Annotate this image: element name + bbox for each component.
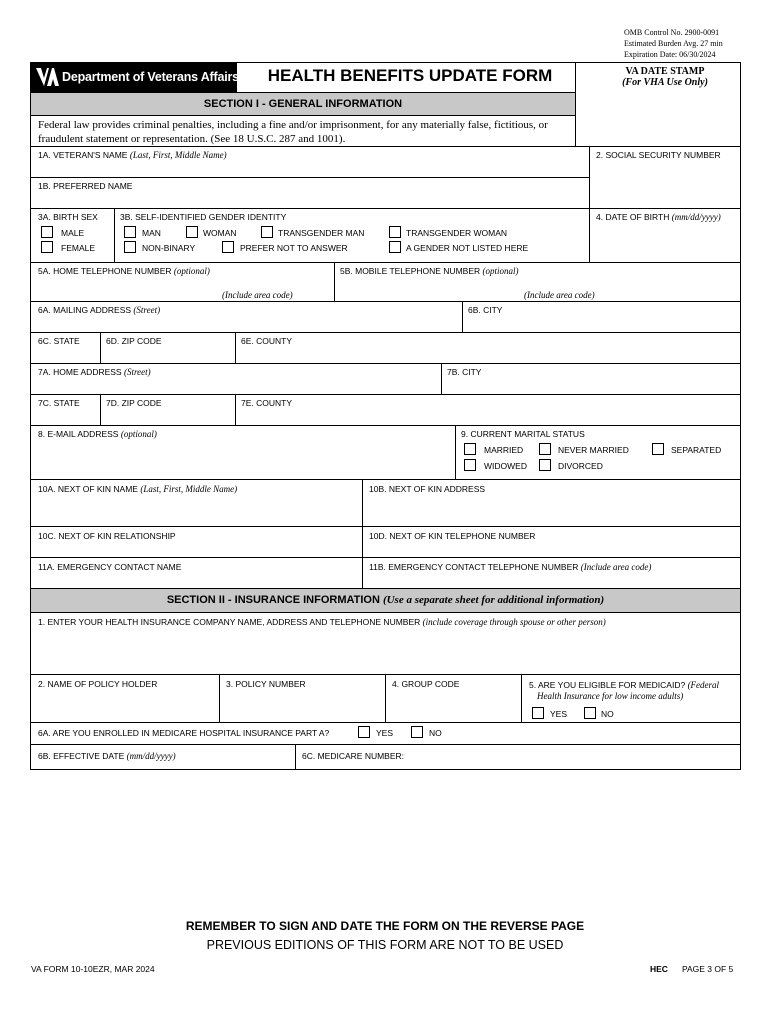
preferred-name-field[interactable] — [36, 191, 586, 207]
home-address-label: 7A. HOME ADDRESS (Street) — [38, 367, 151, 377]
home-phone-area-code-hint: (Include area code) — [222, 290, 293, 300]
preferred-name-label: 1B. PREFERRED NAME — [38, 181, 133, 191]
effective-date-label: 6B. EFFECTIVE DATE (mm/dd/yyyy) — [38, 751, 176, 761]
section2-title: SECTION II - INSURANCE INFORMATION (Use a separate sheet for additional information) — [31, 589, 740, 612]
omb-info — [624, 27, 723, 60]
ssn-label: 2. SOCIAL SECURITY NUMBER — [596, 150, 721, 160]
home-city-label: 7B. CITY — [447, 367, 482, 377]
form-id: VA FORM 10-10EZR, MAR 2024 — [31, 964, 155, 974]
widowed-label: WIDOWED — [484, 461, 527, 471]
veteran-name-label: 1A. VETERAN'S NAME (Last, First, Middle Name) — [38, 150, 227, 160]
next-of-kin-phone-label: 10D. NEXT OF KIN TELEPHONE NUMBER — [369, 531, 536, 541]
stamp-subtitle: (For VHA Use Only) — [622, 77, 708, 88]
medicaid-label: 5. ARE YOU ELIGIBLE FOR MEDICAID? (Federal — [529, 680, 720, 690]
gender-not-listed-label: A GENDER NOT LISTED HERE — [406, 243, 529, 253]
prefer-not-to-answer-label: PREFER NOT TO ANSWER — [240, 243, 348, 253]
medicare-yes-checkbox[interactable] — [358, 726, 370, 738]
date-of-birth-field[interactable] — [594, 222, 738, 260]
never-married-label: NEVER MARRIED — [558, 445, 629, 455]
mailing-zip-label: 6D. ZIP CODE — [106, 336, 162, 346]
medicaid-yes-label: YES — [550, 709, 568, 719]
emergency-contact-name-label: 11A. EMERGENCY CONTACT NAME — [38, 562, 182, 572]
mobile-phone-label: 5B. MOBILE TELEPHONE NUMBER (optional) — [340, 266, 519, 276]
medicaid-sublabel: Health Insurance for low income adults) — [537, 691, 684, 701]
ssn-field[interactable] — [594, 160, 738, 206]
hec-label: HEC — [650, 964, 668, 974]
va-seal-icon — [35, 66, 59, 88]
medicare-no-label: NO — [429, 728, 442, 738]
transgender-man-checkbox[interactable] — [261, 226, 273, 238]
policy-number-label: 3. POLICY NUMBER — [226, 679, 306, 689]
mailing-county-label: 6E. COUNTY — [241, 336, 293, 346]
date-of-birth-label: 4. DATE OF BIRTH (mm/dd/yyyy) — [596, 212, 721, 222]
page-number: PAGE 3 OF 5 — [681, 964, 734, 974]
medicare-no-checkbox[interactable] — [411, 726, 423, 738]
mailing-address-label: 6A. MAILING ADDRESS (Street) — [38, 305, 161, 315]
next-of-kin-relationship-label: 10C. NEXT OF KIN RELATIONSHIP — [38, 531, 176, 541]
male-checkbox[interactable] — [41, 226, 53, 238]
female-checkbox[interactable] — [41, 241, 53, 253]
man-checkbox[interactable] — [124, 226, 136, 238]
stamp-title: VA DATE STAMP — [625, 66, 705, 77]
veteran-name-field[interactable] — [36, 160, 586, 176]
mailing-address-field[interactable] — [36, 315, 458, 331]
transgender-woman-label: TRANSGENDER WOMAN — [406, 228, 508, 238]
omb-expiration: Expiration Date: 06/30/2024 — [624, 50, 716, 59]
va-logo — [31, 63, 237, 92]
mailing-state-label: 6C. STATE — [38, 336, 80, 346]
medicare-part-a-label: 6A. ARE YOU ENROLLED IN MEDICARE HOSPITAL INSURANCE PART A? — [38, 728, 330, 738]
home-state-label: 7C. STATE — [38, 398, 80, 408]
married-label: MARRIED — [484, 445, 524, 455]
agency-name: Department of Veterans Affairs — [62, 70, 239, 84]
medicaid-no-checkbox[interactable] — [584, 707, 596, 719]
group-code-label: 4. GROUP CODE — [392, 679, 460, 689]
email-field[interactable] — [36, 440, 450, 476]
insurance-company-label: 1. ENTER YOUR HEALTH INSURANCE COMPANY NAME, ADDRESS AND TELEPHONE NUMBER (include coverage through spouse or other person) — [38, 617, 606, 627]
insurance-company-field[interactable] — [36, 628, 738, 672]
medicaid-no-label: NO — [601, 709, 614, 719]
next-of-kin-name-field[interactable] — [36, 494, 358, 524]
prefer-not-to-answer-checkbox[interactable] — [222, 241, 234, 253]
medicare-yes-label: YES — [376, 728, 394, 738]
woman-checkbox[interactable] — [186, 226, 198, 238]
divorced-checkbox[interactable] — [539, 459, 551, 471]
legal-warning: Federal law provides criminal penalties, including a fine and/or imprisonment, for any materially false, fictitious, or fraudulent statement or representation. (See 18 U.S.C. 287 and 1001). — [38, 119, 548, 145]
widowed-checkbox[interactable] — [464, 459, 476, 471]
next-of-kin-address-label: 10B. NEXT OF KIN ADDRESS — [369, 484, 486, 494]
separated-checkbox[interactable] — [652, 443, 664, 455]
frame-left — [30, 62, 31, 770]
gender-not-listed-checkbox[interactable] — [389, 241, 401, 253]
marital-status-label: 9. CURRENT MARITAL STATUS — [461, 429, 585, 439]
man-label: MAN — [142, 228, 161, 238]
separated-label: SEPARATED — [671, 445, 722, 455]
woman-label: WOMAN — [203, 228, 237, 238]
home-zip-label: 7D. ZIP CODE — [106, 398, 162, 408]
mobile-phone-area-code-hint: (Include area code) — [524, 290, 595, 300]
frame-top — [30, 62, 741, 63]
female-label: FEMALE — [61, 243, 96, 253]
mailing-city-label: 6B. CITY — [468, 305, 503, 315]
emergency-contact-phone-label: 11B. EMERGENCY CONTACT TELEPHONE NUMBER (Include area code) — [369, 562, 652, 572]
next-of-kin-address-field[interactable] — [367, 494, 738, 524]
never-married-checkbox[interactable] — [539, 443, 551, 455]
mailing-city-field[interactable] — [466, 315, 738, 331]
previous-editions-note: PREVIOUS EDITIONS OF THIS FORM ARE NOT TO BE USED — [206, 938, 564, 952]
birth-sex-label: 3A. BIRTH SEX — [38, 212, 98, 222]
omb-control: OMB Control No. 2900-0091 — [624, 28, 720, 37]
mobile-phone-field[interactable] — [338, 276, 738, 288]
non-binary-checkbox[interactable] — [124, 241, 136, 253]
sign-reminder: REMEMBER TO SIGN AND DATE THE FORM ON THE REVERSE PAGE — [185, 919, 585, 933]
va-date-stamp — [590, 66, 740, 88]
home-county-label: 7E. COUNTY — [241, 398, 293, 408]
home-phone-label: 5A. HOME TELEPHONE NUMBER (optional) — [38, 266, 210, 276]
email-label: 8. E-MAIL ADDRESS (optional) — [38, 429, 157, 439]
divorced-label: DIVORCED — [558, 461, 603, 471]
gender-identity-label: 3B. SELF-IDENTIFIED GENDER IDENTITY — [120, 212, 287, 222]
frame-right — [740, 62, 741, 770]
transgender-man-label: TRANSGENDER MAN — [278, 228, 365, 238]
frame-bottom — [30, 769, 741, 770]
section1-title: SECTION I - GENERAL INFORMATION — [31, 93, 575, 115]
next-of-kin-name-label: 10A. NEXT OF KIN NAME (Last, First, Middle Name) — [38, 484, 238, 494]
married-checkbox[interactable] — [464, 443, 476, 455]
home-address-field[interactable] — [36, 377, 436, 393]
omb-burden: Estimated Burden Avg. 27 min — [624, 39, 723, 48]
transgender-woman-checkbox[interactable] — [389, 226, 401, 238]
page-info — [650, 964, 733, 974]
medicare-number-label: 6C. MEDICARE NUMBER: — [302, 751, 405, 761]
home-phone-field[interactable] — [36, 276, 330, 288]
male-label: MALE — [61, 228, 85, 238]
policy-holder-label: 2. NAME OF POLICY HOLDER — [38, 679, 158, 689]
form-title: HEALTH BENEFITS UPDATE FORM — [267, 66, 553, 85]
non-binary-label: NON-BINARY — [142, 243, 196, 253]
medicaid-yes-checkbox[interactable] — [532, 707, 544, 719]
